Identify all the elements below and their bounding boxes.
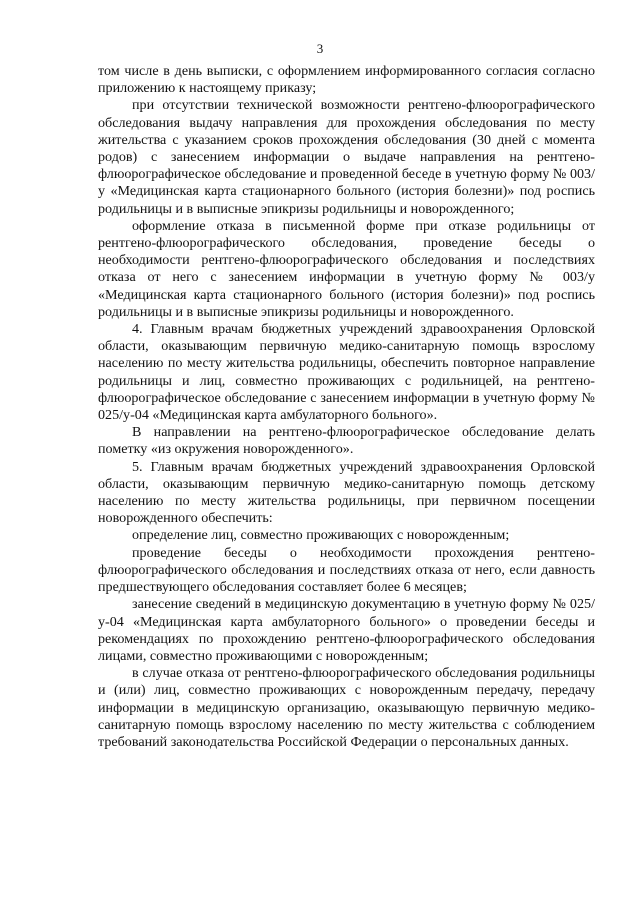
paragraph-conversation: проведение беседы о необходимости прохождения рентгено-флюорографического обследования и последствиях отказа от него, если давность предшествующего обследования составляет более 6 месяцев; [98, 544, 595, 596]
paragraph-refusal-registration: оформление отказа в письменной форме при отказе родильницы от рентгено-флюорографического обследования, проведение беседы о необходимости рентгено-флюорографического обследования и последствиях отказа от него с занесением информации в учетную форму № 003/у «Медицинская карта стационарного больного (история болезни)» под роспись родильницы и в выписные эпикризы родильницы и новорожденного. [98, 217, 595, 320]
paragraph-no-technical-possibility: при отсутствии технической возможности рентгено-флюорографического обследования выдачу направления для прохождения обследования по месту жительства с указанием сроков прохождения обследования (30 дней с момента родов) с занесением информации о выдаче направления на рентгено-флюорографическое обследование и проведенной беседе в учетную форму № 003/у «Медицинская карта стационарного больного (история болезни)» под роспись родильницы и в выписные эпикризы родильницы и новорожденного; [98, 97, 595, 217]
paragraph-item-5: 5. Главным врачам бюджетных учреждений здравоохранения Орловской области, оказывающим первичную медико-санитарную помощь детскому населению по месту жительства родильницы, при первичном посещении новорожденного обеспечить: [98, 458, 595, 527]
document-body [98, 63, 595, 751]
paragraph-referral-note: В направлении на рентгено-флюорографическое обследование делать пометку «из окружения новорожденного». [98, 424, 595, 458]
paragraph-item-4: 4. Главным врачам бюджетных учреждений здравоохранения Орловской области, оказывающим первичную медико-санитарную помощь взрослому населению по месту жительства родильницы, обеспечить повторное направление родильницы и лиц, совместно проживающих с родильницей, на рентгено-флюорографическое обследование с занесением информации в учетную форму № 025/у-04 «Медицинская карта амбулаторного больного». [98, 321, 595, 424]
paragraph-refusal-transfer: в случае отказа от рентгено-флюорографического обследования родильницы и (или) лиц, совместно проживающих с новорожденным передачу, передачу информации в медицинскую организацию, оказывающую первичную медико-санитарную помощь взрослому населению по месту жительства с соблюдением требований законодательства Российской Федерации о персональных данных. [98, 665, 595, 750]
paragraph-continuation: том числе в день выписки, с оформлением информированного согласия согласно приложению к настоящему приказу; [98, 63, 595, 97]
paragraph-identify-persons: определение лиц, совместно проживающих с новорожденным; [132, 527, 510, 544]
paragraph-records-entry: занесение сведений в медицинскую документацию в учетную форму № 025/у-04 «Медицинская карта амбулаторного больного» о проведении беседы и рекомендациях по прохождению рентгено-флюорографического обследования лицами, совместно проживающими с новорожденным; [98, 596, 595, 664]
page-number: 3 [316, 41, 324, 56]
